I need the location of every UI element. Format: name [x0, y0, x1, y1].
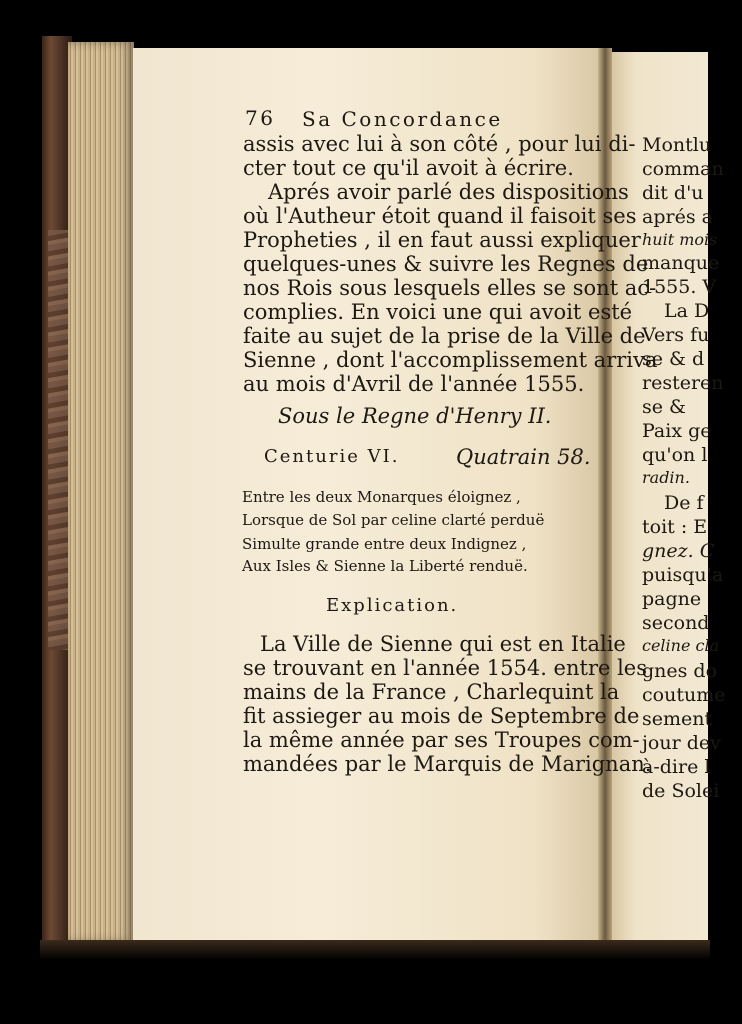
text-line: fit assieger au mois de Septembre de	[243, 704, 640, 728]
text-line: coutume	[642, 684, 726, 706]
text-line: comman	[642, 158, 724, 180]
text-line: à-dire l	[642, 756, 711, 778]
text-line: nos Rois sous lesquels elles se sont ac-	[243, 276, 657, 300]
text-line: manque	[642, 252, 720, 274]
text-line: faite au sujet de la prise de la Ville de	[243, 324, 646, 348]
reign-heading: Sous le Regne d'Henry II.	[278, 404, 552, 428]
text-line: se trouvant en l'année 1554. entre les	[243, 656, 648, 680]
text-line: pagne	[642, 588, 702, 610]
text-line: au mois d'Avril de l'année 1555.	[243, 372, 585, 396]
verse-line: Simulte grande entre deux Indignez ,	[242, 535, 527, 553]
text-line: où l'Autheur étoit quand il faisoit ses	[243, 204, 637, 228]
text-line: De f	[664, 492, 704, 514]
text-line: se &	[642, 396, 686, 418]
text-line: toit : E	[642, 516, 708, 538]
running-head: Sa Concordance	[302, 107, 503, 131]
text-line: Paix ge	[642, 420, 712, 442]
text-line: sement	[642, 708, 713, 730]
text-line: gnez. C	[642, 540, 715, 562]
text-line: second	[642, 612, 710, 634]
page-fore-edge	[68, 42, 134, 942]
text-line: celine cla	[642, 636, 720, 655]
centurie-label: Centurie VI.	[264, 446, 400, 467]
text-line: de Solei	[642, 780, 720, 802]
text-line: Aprés avoir parlé des dispositions	[268, 180, 629, 204]
text-line: gnes do	[642, 660, 718, 682]
text-line: puisqu'a	[642, 564, 724, 586]
text-line: dit d'u	[642, 182, 704, 204]
text-line: aprés a	[642, 206, 713, 228]
text-line: Sienne , dont l'accomplissement arriva	[243, 348, 658, 372]
bottom-shadow	[40, 940, 710, 960]
text-line: 1555. V	[642, 276, 717, 298]
text-line: se & d	[642, 348, 705, 370]
text-line: Montlu	[642, 134, 712, 156]
text-line: La D	[664, 300, 710, 322]
verse-line: Entre les deux Monarques éloignez ,	[242, 488, 521, 506]
text-line: complies. En voici une qui avoit esté	[243, 300, 633, 324]
explication-heading: Explication.	[326, 595, 459, 616]
text-line: Propheties , il en faut aussi expliquer	[243, 228, 641, 252]
text-line: quelques-unes & suivre les Regnes de	[243, 252, 649, 276]
text-line: huit mois	[642, 230, 718, 249]
marbled-cover-pattern	[48, 230, 68, 650]
text-line: radin.	[642, 468, 690, 487]
quatrain-label: Quatrain 58.	[456, 445, 591, 469]
text-line: Vers fu	[642, 324, 710, 346]
text-line: assis avec lui à son côté , pour lui di-	[243, 132, 636, 156]
page-number: 76	[245, 106, 276, 130]
text-line: mains de la France , Charlequint la	[243, 680, 620, 704]
verse-line: Lorsque de Sol par celine clarté perduë	[242, 511, 545, 529]
text-line: la même année par ses Troupes com-	[243, 728, 640, 752]
verse-line: Aux Isles & Sienne la Liberté renduë.	[242, 557, 528, 575]
text-line: resteren	[642, 372, 724, 394]
text-line: La Ville de Sienne qui est en Italie	[260, 632, 626, 656]
text-line: jour dev	[642, 732, 721, 754]
text-line: mandées par le Marquis de Marignan.	[243, 752, 652, 776]
text-line: cter tout ce qu'il avoit à écrire.	[243, 156, 574, 180]
right-page-text	[612, 52, 726, 944]
text-line: qu'on l	[642, 444, 708, 466]
